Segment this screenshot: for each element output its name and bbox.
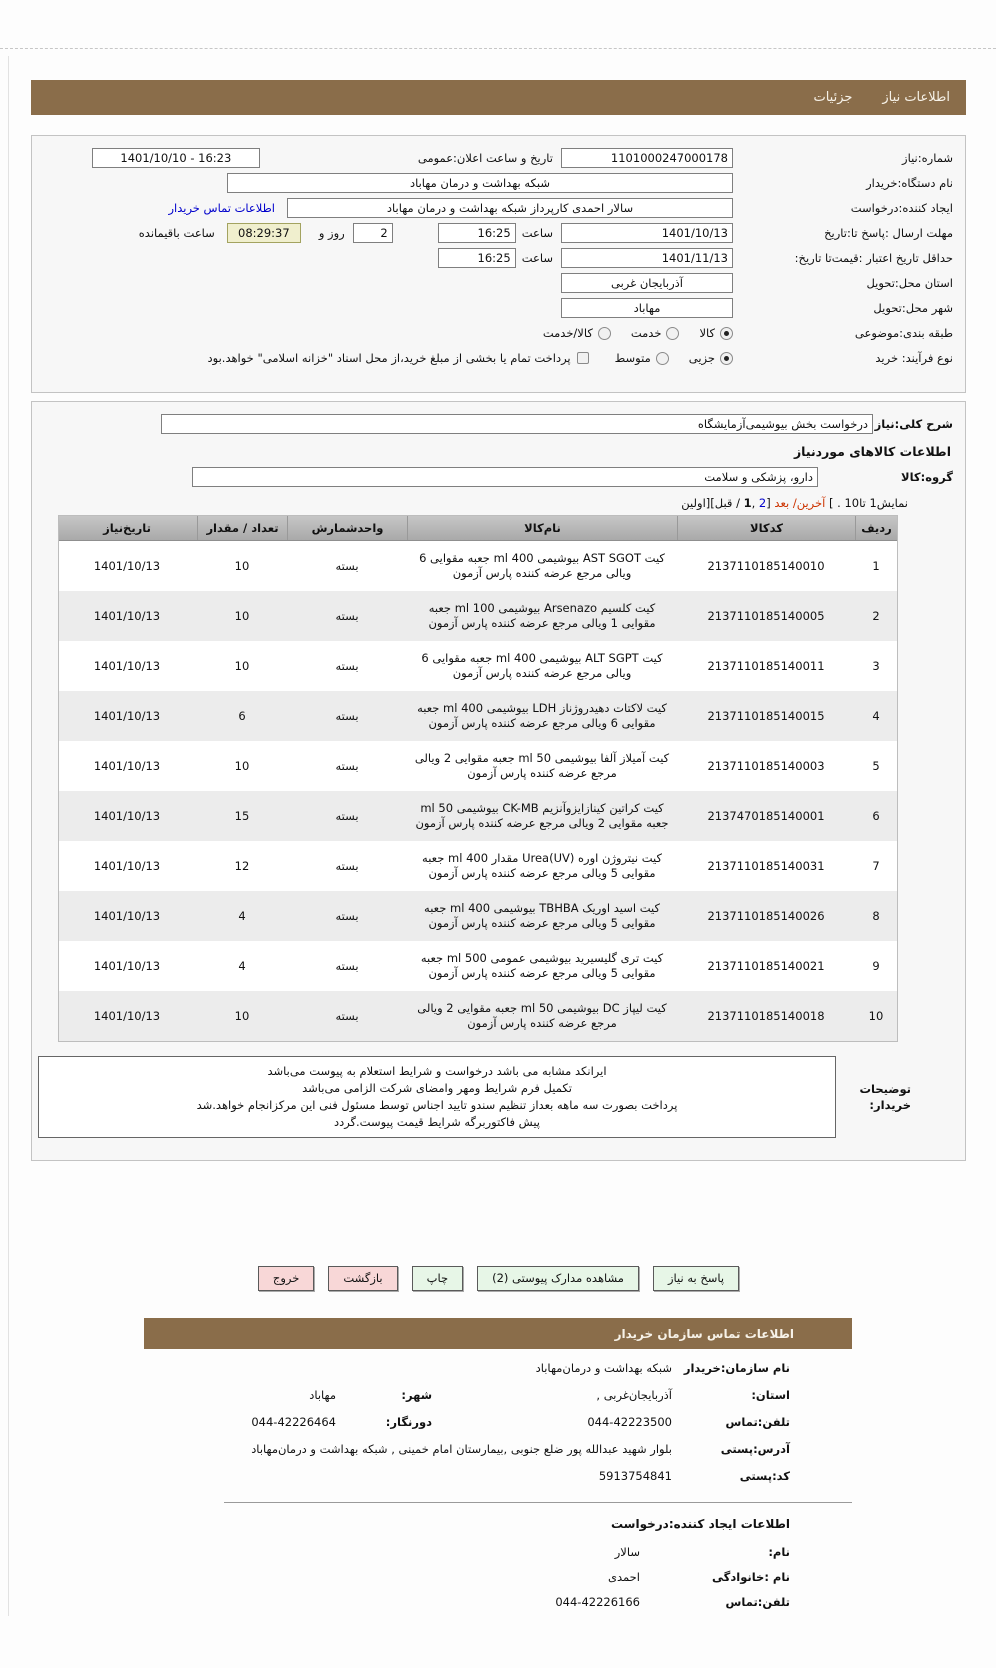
table-row <box>59 991 897 1041</box>
tab-need-info[interactable]: اطلاعات نیاز <box>882 90 950 105</box>
cell-name: کیت اسید اوریک TBHBA بیوشیمی 400 ml جعبه مقوایی 5 ویالی مرجع عرضه کننده پارس آزمون <box>424 901 660 930</box>
buyer-note-line: پرداخت بصورت سه ماهه بعداز تنظیم سندو تایید اجناس توسط مسئول فنی این مرکزانجام خواهد.شد <box>196 1098 678 1112</box>
org-name-label: نام سازمان:خریدار <box>683 1361 790 1375</box>
process-row <box>44 347 953 369</box>
table-row <box>59 791 897 841</box>
validity-time-input[interactable]: 16:25 <box>438 248 516 268</box>
pagination-part[interactable]: آخرین/ بعد <box>774 496 826 510</box>
treasury-checkbox[interactable] <box>577 352 589 364</box>
cell-idx: 9 <box>872 958 880 973</box>
cell-unit: بسته <box>335 608 359 623</box>
need-summary-panel <box>31 135 966 393</box>
deadline-hour-label: ساعت <box>521 226 553 240</box>
contact-address-value: بلوار شهید عبدالله پور ضلع جنوبی ,بیمارستان امام خمینی , شبکه بهداشت و درمان‌مهاباد <box>251 1442 672 1456</box>
deadline-row <box>44 222 953 244</box>
cell-name: کیت لاکتات دهیدروژناز LDH بیوشیمی 400 ml جعبه مقوایی 6 ویالی مرجع عرضه کننده پارس آزمون <box>417 701 667 730</box>
goods-group-row <box>44 466 953 488</box>
buyer-org-input[interactable]: شبکه بهداشت و درمان مهاباد <box>227 173 733 193</box>
buyer-notes-row <box>44 1056 911 1138</box>
cell-code: 2137110185140021 <box>707 958 825 973</box>
requester-phone-label: تلفن:تماس <box>725 1595 790 1609</box>
buyer-org-row <box>44 172 953 194</box>
column-header: ردیف <box>855 516 897 540</box>
table-row <box>59 841 897 891</box>
top-divider <box>0 48 996 49</box>
requester-name-label: نام: <box>768 1545 790 1559</box>
cell-qty: 15 <box>234 808 250 823</box>
cell-name: کیت لیپاز DC بیوشیمی 50 ml جعبه مقوایی 2 ویالی مرجع عرضه کننده پارس آزمون <box>417 1001 667 1030</box>
deadline-label: مهلت ارسال :پاسخ تا:تاریخ <box>824 225 953 240</box>
goods-info-heading: اطلاعات کالاهای موردنیاز <box>793 444 951 459</box>
cell-code: 2137110185140010 <box>707 558 825 573</box>
cell-date: 1401/10/13 <box>93 658 161 673</box>
buyer-contact-section <box>144 1318 852 1620</box>
cell-qty: 4 <box>238 908 246 923</box>
pagination-part: / قبل][اولین <box>681 496 744 510</box>
days-suffix-label: روز و <box>318 226 345 240</box>
validity-hour-label: ساعت <box>521 251 553 265</box>
requester-label: ایجاد کننده:درخواست <box>850 200 953 215</box>
pagination-part[interactable]: 2 <box>758 496 767 510</box>
process-option-label: متوسط <box>614 351 651 365</box>
cell-code: 2137110185140018 <box>707 1008 825 1023</box>
validity-row <box>44 247 953 269</box>
table-row <box>59 941 897 991</box>
category-radio-icon[interactable] <box>666 327 679 340</box>
cell-date: 1401/10/13 <box>93 608 161 623</box>
cell-qty: 10 <box>234 558 250 573</box>
column-header: کدکالا <box>677 516 855 540</box>
nav-button[interactable]: خروج <box>258 1266 314 1291</box>
countdown-timer: 08:29:37 <box>227 223 301 243</box>
table-row <box>59 691 897 741</box>
buyer-note-line: ایرانکد مشابه می باشد درخواست و شرایط استعلام به پیوست می‌باشد <box>267 1064 607 1078</box>
requester-family-row <box>144 1570 852 1584</box>
column-header: تاریخ‌نیاز <box>103 521 151 535</box>
pagination-part: نمایش1 تا10 . ] <box>825 496 908 510</box>
deadline-time-input[interactable]: 16:25 <box>438 223 516 243</box>
process-radio-icon[interactable] <box>656 352 669 365</box>
cell-idx: 8 <box>872 908 880 923</box>
action-button[interactable]: مشاهده مدارک پیوستی (2) <box>477 1266 639 1291</box>
need-number-input[interactable]: 1101000247000178 <box>561 148 733 168</box>
requester-family-label: نام :خانوادگی <box>712 1570 790 1584</box>
buyer-note-line: پیش فاکتوربرگه شرایط قیمت پیوست.گردد <box>333 1115 541 1129</box>
cell-idx: 6 <box>872 808 880 823</box>
cell-date: 1401/10/13 <box>93 958 161 973</box>
requester-phone-value: 044-42226166 <box>555 1595 640 1609</box>
goods-group-label: گروه:کالا <box>901 470 953 484</box>
cell-code: 2137470185140001 <box>707 808 825 823</box>
contact-address-label: آدرس:پستی <box>720 1442 790 1456</box>
requester-info-heading: اطلاعات ایجاد کننده:درخواست <box>610 1517 790 1531</box>
cell-idx: 10 <box>868 1008 884 1023</box>
goods-group-input[interactable]: دارو، پزشکی و سلامت <box>192 467 818 487</box>
deadline-date-input[interactable]: 1401/10/13 <box>561 223 733 243</box>
cell-unit: بسته <box>335 858 359 873</box>
buyer-note-line: تکمیل فرم شرایط ومهر وامضای شرکت الزامی می‌باشد <box>302 1081 572 1095</box>
cell-name: کیت AST SGOT بیوشیمی 400 ml جعبه مقوایی 6 ویالی مرجع عرضه کننده پارس آزمون <box>419 551 665 580</box>
cell-code: 2137110185140026 <box>707 908 825 923</box>
validity-label: حداقل تاریخ اعتبار :قیمت‌تا تاریخ: <box>794 250 953 265</box>
process-option[interactable] <box>615 351 669 365</box>
category-row <box>44 322 953 344</box>
contact-postal-label: کد:پستی <box>739 1469 790 1483</box>
cell-qty: 4 <box>238 958 246 973</box>
action-buttons <box>31 1266 966 1291</box>
left-border-line <box>8 56 9 1616</box>
category-label: طبقه بندی:موضوعی <box>854 325 953 340</box>
category-option-label: خدمت <box>630 326 662 340</box>
tab-details[interactable]: جزئیات <box>813 90 853 105</box>
requester-phone-row <box>144 1595 852 1609</box>
buyer-notes-box[interactable] <box>38 1056 836 1138</box>
contact-city-label: شهر: <box>401 1388 432 1402</box>
remaining-hours-label: ساعت باقیمانده <box>138 226 215 240</box>
action-button[interactable]: پاسخ به نیاز <box>653 1266 739 1291</box>
requester-input[interactable]: سالار احمدی کارپرداز شبکه بهداشت و درمان مهاباد <box>287 198 733 218</box>
process-option[interactable] <box>689 351 733 365</box>
province-input[interactable]: آذربایجان غربی <box>561 273 733 293</box>
cell-name: کیت کلسیم Arsenazo بیوشیمی 100 ml جعبه مقوایی 1 ویالی مرجع عرضه کننده پارس آزمون <box>428 601 656 630</box>
cell-date: 1401/10/13 <box>93 1008 161 1023</box>
cell-date: 1401/10/13 <box>93 708 161 723</box>
section-divider <box>224 1502 852 1503</box>
city-input[interactable]: مهاباد <box>561 298 733 318</box>
table-row <box>59 741 897 791</box>
contact-postal-value: 5913754841 <box>598 1469 672 1483</box>
column-header: واحدشمارش <box>287 516 407 540</box>
buyer-notes-label: توضیحات خریدار: <box>859 1082 911 1112</box>
cell-unit: بسته <box>335 808 359 823</box>
cell-date: 1401/10/13 <box>93 858 161 873</box>
cell-date: 1401/10/13 <box>93 758 161 773</box>
cell-date: 1401/10/13 <box>93 908 161 923</box>
cell-code: 2137110185140011 <box>707 658 825 673</box>
cell-name: کیت تری گلیسیرید بیوشیمی عمومی 500 ml جعبه مقوایی 5 ویالی مرجع عرضه کننده پارس آزمون <box>420 951 664 980</box>
remaining-days-input[interactable]: 2 <box>353 223 393 243</box>
cell-unit: بسته <box>335 658 359 673</box>
column-header: تعداد / مقدار <box>197 516 287 540</box>
need-detail-panel <box>31 401 966 1161</box>
process-radio-group <box>595 351 733 365</box>
buyer-contact-bar: اطلاعات تماس سازمان خریدار <box>144 1318 852 1349</box>
cell-unit: بسته <box>335 708 359 723</box>
category-option[interactable] <box>543 326 611 340</box>
cell-idx: 3 <box>872 658 880 673</box>
postal-row <box>144 1468 852 1484</box>
process-label: نوع فرآیند: خرید <box>875 350 953 365</box>
cell-code: 2137110185140031 <box>707 858 825 873</box>
table-row <box>59 591 897 641</box>
cell-code: 2137110185140003 <box>707 758 825 773</box>
category-option-label: کالا/خدمت <box>542 326 593 340</box>
requester-name-row <box>144 1545 852 1559</box>
cell-qty: 10 <box>234 608 250 623</box>
pagination <box>44 496 908 510</box>
category-option[interactable] <box>699 326 733 340</box>
cell-name: کیت نیتروژن اوره Urea(UV) مقدار 400 ml جعبه مقوایی 5 ویالی مرجع عرضه کننده پارس آزمون <box>422 851 662 880</box>
contact-city-value: مهاباد <box>309 1388 336 1402</box>
pagination-part: [ <box>766 496 775 510</box>
items-table <box>58 515 898 1042</box>
treasury-checkbox-label: پرداخت تمام یا بخشی از مبلغ خرید،از محل اسناد "خزانه اسلامی" خواهد.بود <box>207 351 571 365</box>
cell-qty: 10 <box>234 758 250 773</box>
category-radio-group <box>523 326 733 340</box>
cell-idx: 7 <box>872 858 880 873</box>
category-radio-icon[interactable] <box>720 327 733 340</box>
header-tab-bar <box>31 80 966 115</box>
province-label: استان محل:تحویل <box>866 275 953 290</box>
announce-datetime-input[interactable]: 1401/10/10 - 16:23 <box>92 148 260 168</box>
contact-fax-value: 044-42226464 <box>251 1415 336 1429</box>
cell-unit: بسته <box>335 958 359 973</box>
cell-name: کیت ALT SGPT بیوشیمی 400 ml جعبه مقوایی 6 ویالی مرجع عرضه کننده پارس آزمون <box>421 651 663 680</box>
cell-unit: بسته <box>335 758 359 773</box>
cell-idx: 4 <box>872 708 880 723</box>
need-desc-input[interactable]: درخواست بخش بیوشیمی‌آزمایشگاه <box>161 414 873 434</box>
table-row <box>59 891 897 941</box>
requester-row <box>44 197 953 219</box>
cell-date: 1401/10/13 <box>93 808 161 823</box>
cell-name: کیت آمیلاز آلفا بیوشیمی 50 ml جعبه مقوایی 2 ویالی مرجع عرضه کننده پارس آزمون <box>414 751 670 780</box>
cell-idx: 1 <box>872 558 880 573</box>
validity-date-input[interactable]: 1401/11/13 <box>561 248 733 268</box>
cell-qty: 6 <box>238 708 246 723</box>
nav-button[interactable]: بازگشت <box>328 1266 397 1291</box>
table-row <box>59 641 897 691</box>
province-city-row <box>144 1387 852 1403</box>
category-radio-icon[interactable] <box>598 327 611 340</box>
contact-province-value: آذربایجان‌غربی , <box>596 1388 672 1402</box>
requester-family-value: احمدی <box>608 1570 640 1584</box>
phone-fax-row <box>144 1414 852 1430</box>
cell-code: 2137110185140015 <box>707 708 825 723</box>
column-header: نام‌کالا <box>407 516 677 540</box>
need-desc-label: شرح کلی:نیاز <box>874 417 953 431</box>
contact-phone-label: تلفن:تماس <box>725 1415 790 1429</box>
announce-label: تاریخ و ساعت اعلان:عمومی <box>417 151 553 165</box>
cell-qty: 10 <box>234 1008 250 1023</box>
items-table-header <box>59 516 897 541</box>
process-option-label: جزیی <box>688 351 715 365</box>
process-radio-icon[interactable] <box>720 352 733 365</box>
cell-name: کیت کراتین کینازایزوآنزیم CK-MB بیوشیمی 50 ml جعبه مقوایی 2 ویالی مرجع عرضه کننده پارس آزمون <box>415 801 669 830</box>
need-desc-row <box>44 413 953 435</box>
cell-idx: 2 <box>872 608 880 623</box>
items-table-body <box>59 541 897 1041</box>
pagination-part: , <box>751 496 759 510</box>
cell-qty: 12 <box>234 858 250 873</box>
cell-unit: بسته <box>335 1008 359 1023</box>
category-option-label: کالا <box>699 326 715 340</box>
action-button[interactable]: چاپ <box>412 1266 463 1291</box>
province-row <box>44 272 953 294</box>
city-label: شهر محل:تحویل <box>873 300 953 315</box>
buyer-org-label: نام دستگاه:خریدار <box>866 175 953 190</box>
requester-name-value: سالار <box>614 1545 640 1559</box>
need-number-row <box>44 147 953 169</box>
cell-unit: بسته <box>335 558 359 573</box>
contact-phone-value: 044-42223500 <box>587 1415 672 1429</box>
table-row <box>59 541 897 591</box>
cell-qty: 10 <box>234 658 250 673</box>
cell-unit: بسته <box>335 908 359 923</box>
category-option[interactable] <box>631 326 680 340</box>
cell-idx: 5 <box>872 758 880 773</box>
cell-date: 1401/10/13 <box>93 558 161 573</box>
org-name-row <box>144 1360 852 1376</box>
contact-fax-label: دورنگار: <box>385 1415 432 1429</box>
cell-code: 2137110185140005 <box>707 608 825 623</box>
city-row <box>44 297 953 319</box>
need-number-label: شماره:نیاز <box>902 150 953 165</box>
address-row <box>144 1441 852 1457</box>
org-name-value: شبکه بهداشت و درمان‌مهاباد <box>535 1361 672 1375</box>
contact-province-label: استان: <box>751 1388 790 1402</box>
buyer-contact-link[interactable]: اطلاعات تماس خریدار <box>168 201 275 215</box>
pagination-part: 1 <box>743 496 752 510</box>
